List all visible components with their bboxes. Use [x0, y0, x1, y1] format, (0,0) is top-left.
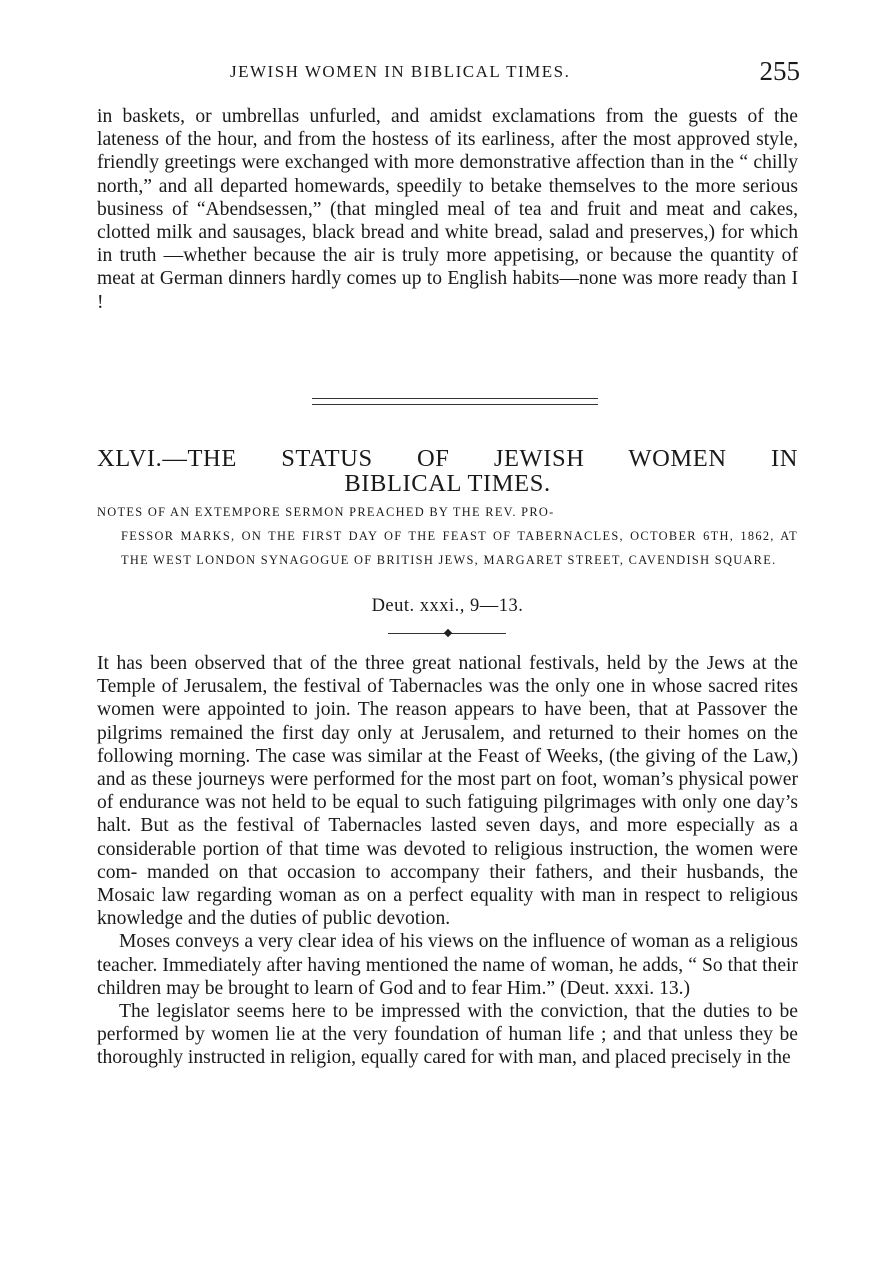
- scripture-citation: Deut. xxxi., 9—13.: [371, 596, 524, 616]
- article-body: [97, 652, 798, 1070]
- continuation-text: [97, 105, 798, 314]
- body-paragraph-2: Moses conveys a very clear idea of his views on the influence of woman as a religious teacher. Immediately after having mentioned the name of woman, he adds, “ So that their children may be brought to learn of God and to fear Him.” (Deut. xxxi. 13.): [97, 931, 798, 999]
- continuation-paragraph: in baskets, or umbrellas unfurled, and amidst exclamations from the guests of the lateness of the hour, and from the hostess of its earliness, after the most approved style, friendly greetings were exchanged with more demonstrative affection than in the “ chilly north,” and all departed homewards, speedily to betake themselves to the more serious business of “Abendsessen,” (that mingled meal of tea and fruit and meat and cakes, clotted milk and sausages, black bread and white bread, salad and preserves,) for which in truth —whether because the air is truly more appetising, or because the quantity of meat at German dinners hardly comes up to English habits—none was more ready than I !: [97, 106, 798, 313]
- page-number: 255: [759, 56, 800, 86]
- body-paragraph-3: The legislator seems here to be impressed with the conviction, that the duties to be performed by women lie at the very foundation of human life ; and that unless they be thoroughly instructed in religion, equally cared for with man, and placed precisely in the: [97, 1001, 798, 1069]
- article-subtitle: [97, 500, 798, 573]
- article-title-line-1: XLVI.—THE STATUS OF JEWISH WOMEN IN: [97, 445, 798, 472]
- article-title-line-2: BIBLICAL TIMES.: [344, 470, 551, 497]
- article-subtitle-rest: FESSOR MARKS, ON THE FIRST DAY OF THE FEAST OF TABERNACLES, OCTOBER 6TH, 1862, AT THE WEST LONDON SYNAGOGUE OF BRITISH JEWS, MARGARET STREET, CAVENDISH SQUARE.: [121, 529, 798, 568]
- article-title: [97, 446, 798, 496]
- article-subtitle-line-1: NOTES OF AN EXTEMPORE SERMON PREACHED BY THE REV. PRO-: [97, 505, 555, 519]
- running-head: [96, 56, 802, 90]
- section-rule-top: [312, 398, 598, 399]
- body-paragraph-1: It has been observed that of the three great national festivals, held by the Jews at the Temple of Jerusalem, the festival of Tabernacles was the only one in whose sacred rites women were appointed to join. The reason appears to have been, that at Passover the pilgrims remained the first day only at Jerusalem, and returned to their homes on the following morning. The case was similar at the Feast of Weeks, (the giving of the Law,) and as these journeys were performed for the most part on foot, woman’s physical power of endurance was not held to be equal to such fatiguing pilgrimages with only one day’s halt. But as the festival of Tabernacles lasted seven days, and more especially as a considerable portion of that time was devoted to religious instruction, the women were com- manded on that occasion to accompany their fathers, and their husbands, the Mosaic law regarding woman as on a perfect equality with man in respect to religious knowledge and the duties of public devotion.: [97, 653, 798, 930]
- ornament-diamond-icon: [444, 629, 452, 637]
- section-rule-bottom: [312, 404, 598, 405]
- running-title: JEWISH WOMEN IN BIBLICAL TIMES.: [230, 62, 571, 81]
